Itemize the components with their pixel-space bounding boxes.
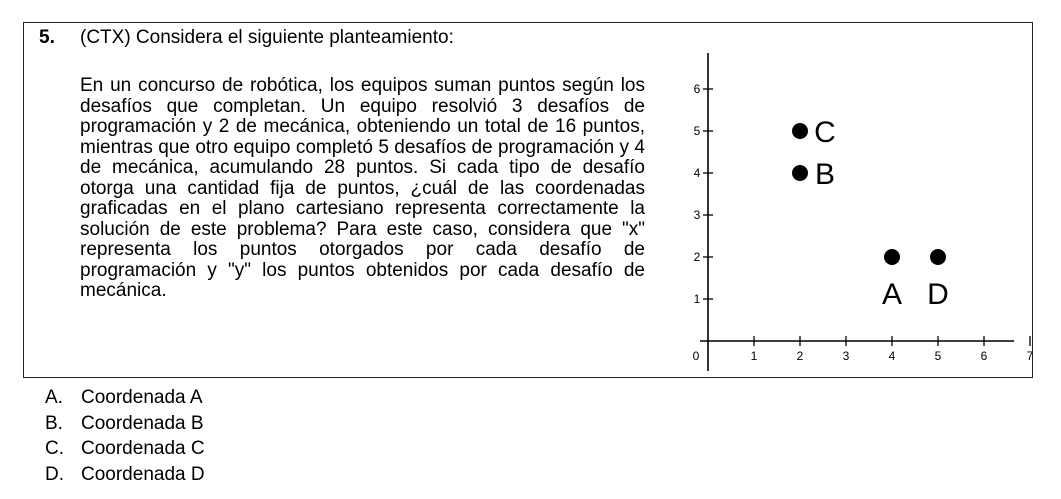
y-tick-label: 6 bbox=[693, 82, 701, 96]
x-tick-label: 6 bbox=[980, 349, 988, 363]
option-letter: C. bbox=[45, 438, 64, 459]
x-tick-label: 3 bbox=[842, 349, 850, 363]
option-text: Coordenada D bbox=[81, 463, 205, 485]
option-letter: A. bbox=[45, 387, 63, 408]
x-tick-label: 1 bbox=[750, 349, 758, 363]
x-tick-label: 2 bbox=[796, 349, 804, 363]
point-label-d: D bbox=[927, 278, 949, 311]
option-d[interactable] bbox=[45, 462, 205, 488]
option-text: Coordenada B bbox=[81, 412, 204, 434]
question-box bbox=[23, 22, 1033, 378]
y-tick-label: 3 bbox=[693, 208, 701, 222]
option-text: Coordenada C bbox=[81, 438, 205, 459]
option-letter: D. bbox=[45, 463, 64, 485]
x-tick-label: 0 bbox=[692, 349, 700, 363]
option-text: Coordenada A bbox=[81, 387, 203, 408]
question-text: En un concurso de robótica, los equipos suman puntos según los desafíos que completan. Un equipo resolvió 3 desafíos de programación y 2 de mecánica, obteniendo un total de 16 puntos, mientras que otro equipo completó 5 desafíos de programación y 4 de mecánica, acumulando 28 puntos. Si cada tipo de desafío otorga una cantidad fija de puntos, ¿cuál de las coordenadas graficadas en el plano cartesiano representa correctamente la solución de este problema? Para este caso, considera que "x" representa los puntos otorgados por cada desafío de programación y "y" los puntos obtenidos por cada desafío de mecánica. bbox=[80, 75, 645, 301]
option-b[interactable] bbox=[45, 411, 205, 437]
x-tick-label: 5 bbox=[934, 349, 942, 363]
option-letter: B. bbox=[45, 412, 63, 434]
point-b bbox=[792, 165, 808, 181]
answer-options bbox=[45, 385, 205, 487]
y-tick-label: 2 bbox=[693, 250, 701, 264]
point-label-c: C bbox=[814, 116, 836, 149]
question-header: (CTX) Considera el siguiente planteamiento: bbox=[80, 27, 454, 48]
cartesian-plane bbox=[672, 53, 1034, 373]
point-d bbox=[930, 249, 946, 265]
x-tick-label: 7 bbox=[1026, 349, 1034, 363]
option-c[interactable] bbox=[45, 436, 205, 462]
question-number: 5. bbox=[39, 27, 55, 48]
point-label-a: A bbox=[881, 278, 903, 311]
x-tick-label: 4 bbox=[888, 349, 896, 363]
y-tick-label: 5 bbox=[693, 124, 701, 138]
option-a[interactable] bbox=[45, 385, 205, 411]
y-tick-label: 4 bbox=[693, 166, 701, 180]
point-a bbox=[884, 249, 900, 265]
question-body bbox=[80, 76, 645, 302]
point-c bbox=[792, 123, 808, 139]
y-tick-label: 1 bbox=[693, 292, 701, 306]
point-label-b: B bbox=[814, 158, 836, 191]
